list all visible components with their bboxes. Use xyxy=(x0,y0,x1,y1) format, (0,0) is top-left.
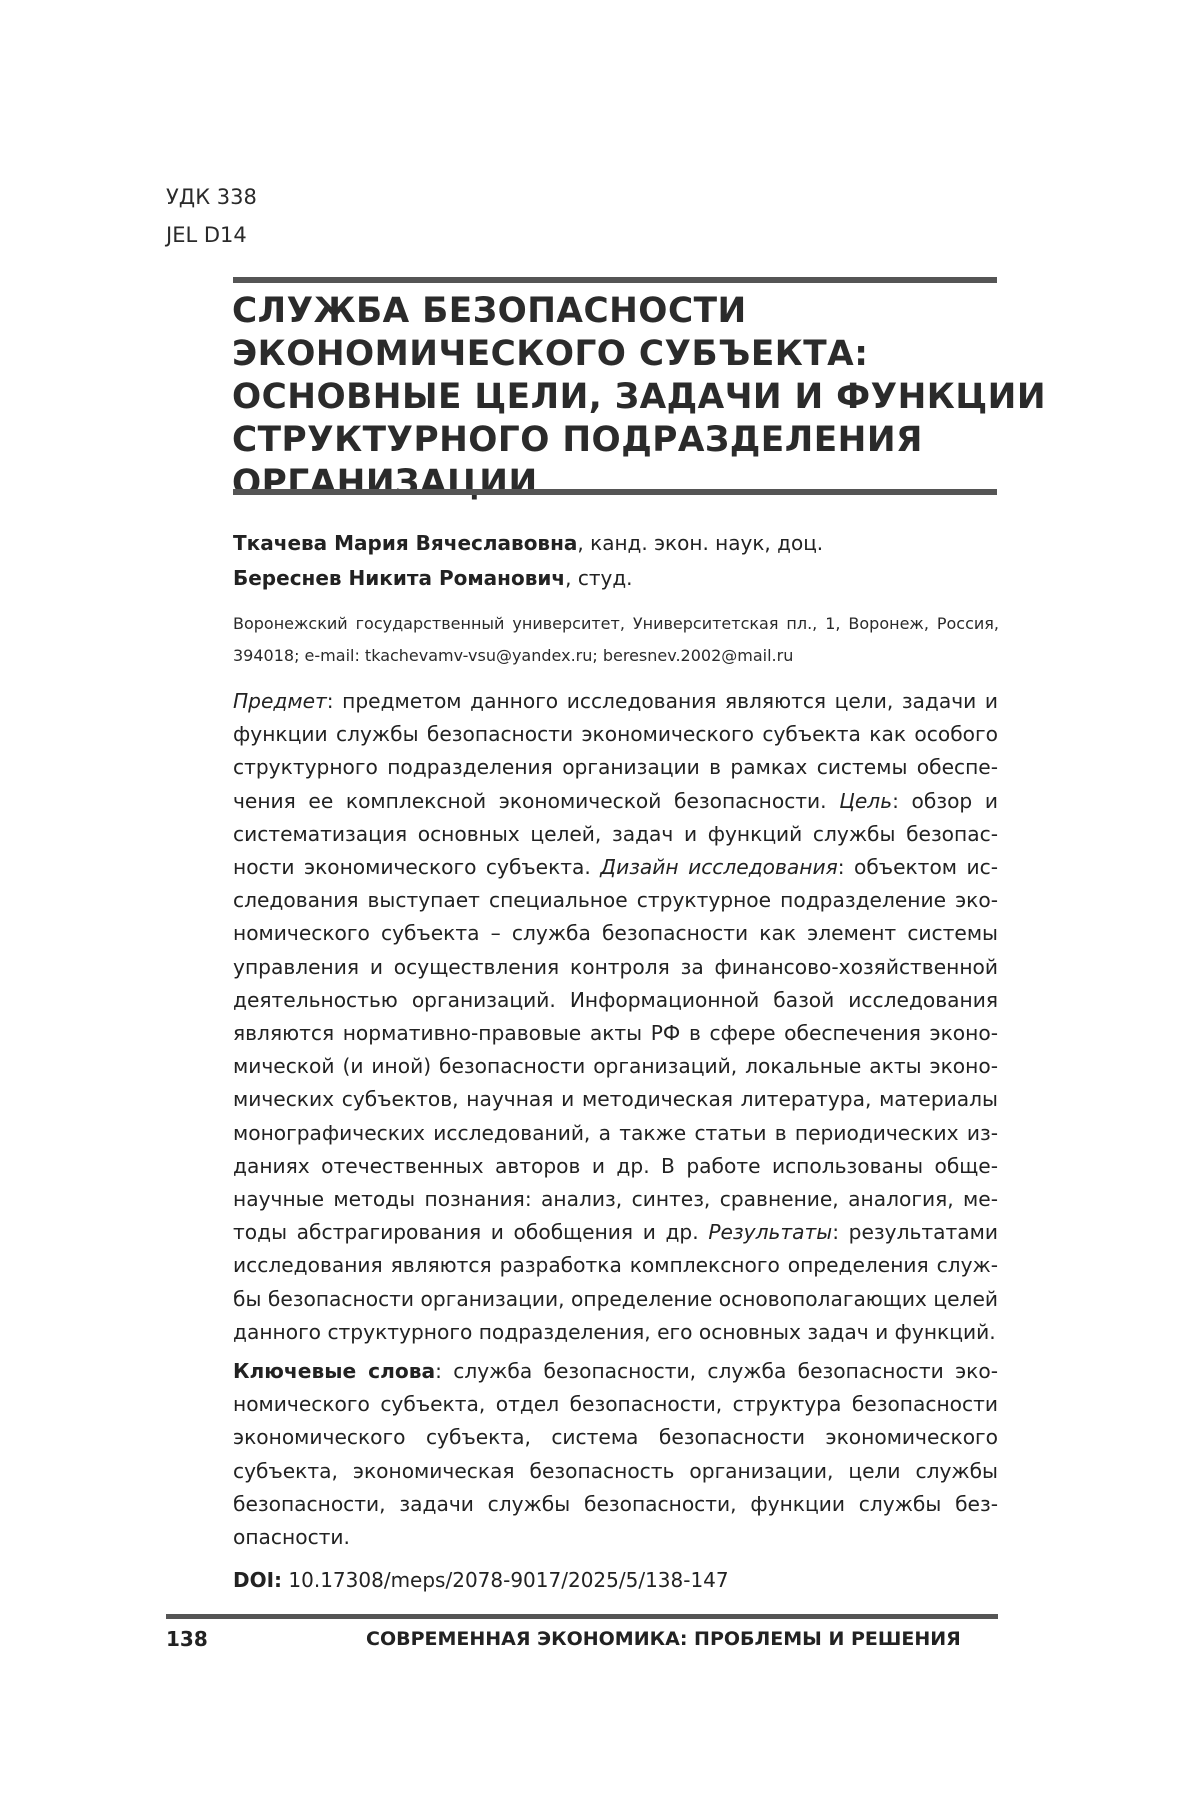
affiliation: Воронежский государственный университет, Университетская пл., 1, Воронеж, Россия, 394018; e-mail: tkachevamv-vsu@yandex.ru; beresnev.2002@mail.ru xyxy=(233,608,999,672)
doi-label: DOI: xyxy=(233,1568,282,1592)
abstract-label-design: Дизайн исследования xyxy=(600,855,837,879)
abstract-line: систематизация основных целей, задач и функций службы безопас- xyxy=(233,818,998,851)
author-list xyxy=(233,526,823,596)
abstract-line: являются нормативно-правовые акты РФ в сфере обеспечения эконо- xyxy=(233,1017,998,1050)
title-line: СТРУКТУРНОГО ПОДРАЗДЕЛЕНИЯ xyxy=(232,419,987,462)
author xyxy=(233,561,823,596)
author-role: , канд. экон. наук, доц. xyxy=(577,531,823,555)
author-name: Ткачева Мария Вячеславовна xyxy=(233,531,577,555)
abstract-line: исследования являются разработка комплексного определения служ- xyxy=(233,1249,998,1282)
abstract-line: управления и осуществления контроля за финансово-хозяйственной xyxy=(233,951,998,984)
journal-name: СОВРЕМЕННАЯ ЭКОНОМИКА: ПРОБЛЕМЫ И РЕШЕНИЯ xyxy=(366,1624,961,1654)
page-number: 138 xyxy=(166,1624,208,1654)
abstract-label-goal: Цель xyxy=(839,789,892,813)
title-bottom-rule xyxy=(233,489,997,495)
author-role: , студ. xyxy=(565,566,632,590)
article-title xyxy=(232,290,987,505)
abstract xyxy=(233,685,998,1349)
keywords-line: опасности. xyxy=(233,1521,998,1554)
footer-rule xyxy=(166,1614,998,1619)
abstract-line: бы безопасности организации, определение основополагающих целей xyxy=(233,1283,998,1316)
abstract-line: следования выступает специальное структурное подразделение эко- xyxy=(233,884,998,917)
abstract-line: номического субъекта – служба безопасности как элемент системы xyxy=(233,917,998,950)
keywords-line: Ключевые слова: служба безопасности, служба безопасности эко- xyxy=(233,1355,998,1388)
author-name: Береснев Никита Романович xyxy=(233,566,565,590)
abstract-line: структурного подразделения организации в рамках системы обеспе- xyxy=(233,751,998,784)
abstract-label-results: Результаты xyxy=(708,1220,832,1244)
abstract-line: мических субъектов, научная и методическая литература, материалы xyxy=(233,1083,998,1116)
title-line: ЭКОНОМИЧЕСКОГО СУБЪЕКТА: xyxy=(232,333,987,376)
abstract-line: ности экономического субъекта. Дизайн исследования: объектом ис- xyxy=(233,851,998,884)
title-line: СЛУЖБА БЕЗОПАСНОСТИ xyxy=(232,290,987,333)
abstract-line: научные методы познания: анализ, синтез, сравнение, аналогия, ме- xyxy=(233,1183,998,1216)
title-top-rule xyxy=(233,277,997,283)
keywords-label: Ключевые слова xyxy=(233,1359,435,1383)
author xyxy=(233,526,823,561)
abstract-line: данного структурного подразделения, его основных задач и функций. xyxy=(233,1316,998,1349)
keywords xyxy=(233,1355,998,1554)
doi-value: 10.17308/meps/2078-9017/2025/5/138-147 xyxy=(282,1568,729,1592)
abstract-line: тоды абстрагирования и обобщения и др. Результаты: результатами xyxy=(233,1216,998,1249)
doi xyxy=(233,1565,729,1595)
udc-code: УДК 338 xyxy=(166,178,257,216)
keywords-line: безопасности, задачи службы безопасности, функции службы без- xyxy=(233,1488,998,1521)
abstract-line: деятельностью организаций. Информационной базой исследования xyxy=(233,984,998,1017)
abstract-line: даниях отечественных авторов и др. В работе использованы обще- xyxy=(233,1150,998,1183)
keywords-line: номического субъекта, отдел безопасности, структура безопасности xyxy=(233,1388,998,1421)
abstract-line: функции службы безопасности экономического субъекта как особого xyxy=(233,718,998,751)
keywords-line: субъекта, экономическая безопасность организации, цели службы xyxy=(233,1455,998,1488)
abstract-line: Предмет: предметом данного исследования являются цели, задачи и xyxy=(233,685,998,718)
title-line: ОРГАНИЗАЦИИ xyxy=(232,462,987,505)
abstract-line: монографических исследований, а также статьи в периодических из- xyxy=(233,1117,998,1150)
keywords-line: экономического субъекта, система безопасности экономического xyxy=(233,1421,998,1454)
jel-code: JEL D14 xyxy=(166,216,257,254)
classification-codes xyxy=(166,178,257,254)
title-line: ОСНОВНЫЕ ЦЕЛИ, ЗАДАЧИ И ФУНКЦИИ xyxy=(232,376,987,419)
abstract-line: мической (и иной) безопасности организаций, локальные акты эконо- xyxy=(233,1050,998,1083)
abstract-line: чения ее комплексной экономической безопасности. Цель: обзор и xyxy=(233,785,998,818)
abstract-label-subject: Предмет xyxy=(233,689,327,713)
